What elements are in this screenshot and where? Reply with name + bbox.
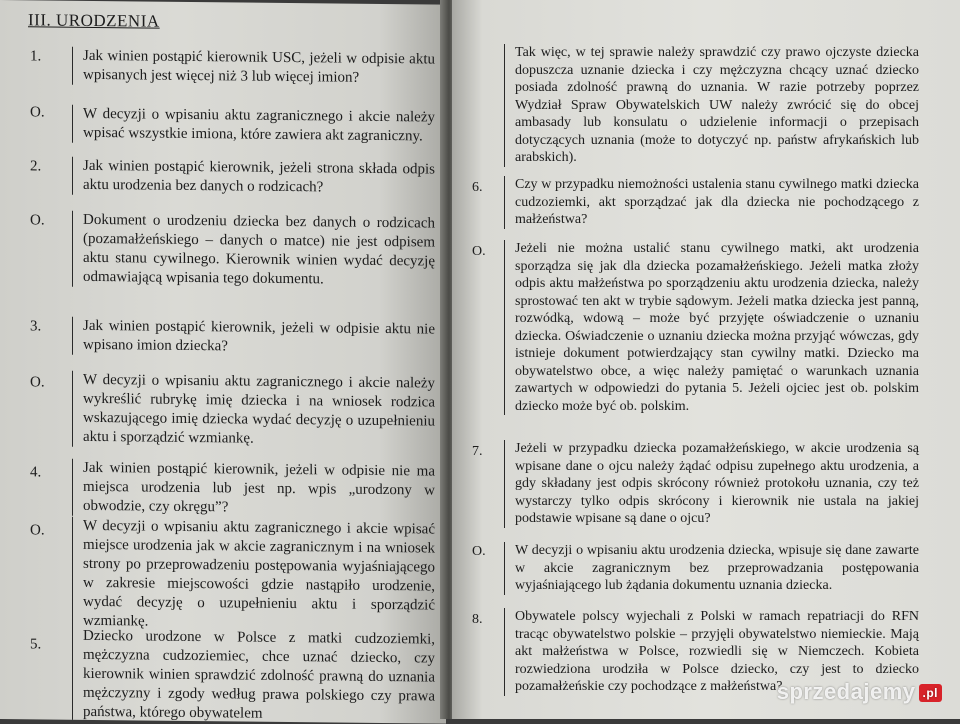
item-text: Dziecko urodzone w Polsce z matki cudzoziemki, mężczyzna cudzoziemiec, chce uznać dziecko, czy kierownik winien sprawdzić zdolność prawną do uznania mężczyzny i zgody według prawa polskiego czy prawa państwa, którego obywatelem [72, 627, 435, 724]
item-text: W decyzji o wpisaniu aktu zagranicznego i akcie wpisać miejsce urodzenia jak w akcie zagranicznym i na wniosek strony po przeprowadzeniu postępowania wyjaśniającego w zakresie miejscowości gdzie nastąpiło urodzenie, wydać decyzję o uzupełnieniu aktu i sporządzić wzmiankę. [72, 517, 435, 635]
item-label: 7. [472, 444, 483, 459]
item-label: O. [30, 104, 45, 121]
item-label: 5. [30, 636, 42, 653]
item-label: 8. [472, 612, 483, 627]
item-label: 1. [30, 48, 42, 65]
item-text: Tak więc, w tej sprawie należy sprawdzić czy prawo ojczyste dziecka dopuszcza uznanie dziecka i czy mężczyzna chcący uznać dziecko posiada zdolność prawną do uznania. W razie potrzeby poprzez Wydział Spraw Obywatelskich UW należy zwrócić się do obcej ambasady lub konsulatu o udzielenie informacji o przepisach dotyczących uznania (może to dotyczyć np. państw afrykańskich lub arabskich). [504, 44, 919, 167]
item-label: 2. [30, 158, 42, 175]
item-label: O. [30, 522, 45, 539]
item-label: O. [30, 212, 45, 229]
section-title: III. URODZENIA [28, 10, 160, 31]
item-text: Dokument o urodzeniu dziecka bez danych o rodzicach (pozamałżeńskiego – danych o matce) nie jest odpisem aktu stanu cywilnego. Kierownik winien wydać decyzję odmawiającą wpisania tego dokumentu. [72, 211, 435, 291]
item-label: O. [472, 544, 486, 559]
item-text: W decyzji o wpisaniu aktu zagranicznego i akcie należy wykreślić rubrykę imię dziecka i na wniosek rodzica wskazującego imię dziecka wydać decyzję o uzupełnieniu aktu i sporządzić wzmiankę. [72, 371, 435, 451]
item-text: W decyzji o wpisaniu aktu urodzenia dziecka, wpisuje się dane zawarte w akcie zagranicznym bez przeprowadzania postępowania wyjaśniającego lub żądania dokumentu uznania dziecka. [504, 542, 919, 595]
item-text: Jak winien postąpić kierownik USC, jeżeli w odpisie aktu wpisanych jest więcej niż 3 lub więcej imion? [72, 47, 435, 89]
item-label: 4. [30, 464, 42, 481]
item-text: Jak winien postąpić kierownik, jeżeli w odpisie aktu nie wpisano imion dziecka? [72, 317, 435, 359]
item-text: Obywatele polscy wyjechali z Polski w ramach repatriacji do RFN tracąc obywatelstwo polskie – przyjęli obywatelstwo niemieckie. Mają akt małżeństwa w Polsce, rozwiedli się w Niemczech. Kobieta rozwiedziona urodziła w Polsce dziecko, czy jest to dziecko pozamałżeńskie czy pochodzące z małżeństwa? [504, 608, 919, 696]
item-label: 3. [30, 318, 42, 335]
right-page [452, 0, 960, 719]
item-label: O. [30, 374, 45, 391]
watermark-tld: .pl [919, 684, 943, 702]
item-text: Jak winien postąpić kierownik, jeżeli w odpisie nie ma miejsca urodzenia lub jest np. wpis „urodzony w obwodzie, czy okręgu”? [72, 459, 435, 520]
left-page [0, 0, 446, 724]
item-label: 6. [472, 180, 483, 195]
item-text: W decyzji o wpisaniu aktu zagranicznego i akcie należy wpisać wszystkie imiona, które zawiera akt zagraniczny. [72, 105, 435, 147]
item-text: Czy w przypadku niemożności ustalenia stanu cywilnego matki dziecka cudzoziemki, akt sporządzać jak dla dziecka nie pochodzącego z małżeństwa? [504, 176, 919, 229]
item-text: Jak winien postąpić kierownik, jeżeli strona składa odpis aktu urodzenia bez danych o rodzicach? [72, 157, 435, 199]
item-text: Jeżeli nie można ustalić stanu cywilnego matki, akt urodzenia sporządza się jak dla dziecka pozamałżeńskiego. Jeżeli matka złoży odpis aktu małżeństwa po sporządzeniu aktu urodzenia dziecka, należy sprostować ten akt w trybie sądowym. Jeżeli matka dziecka jest panną, rozwódką, wdową – może być przyjęte oświadczenie o uznaniu dziecka. Oświadczenie o uznaniu dziecka można przyjąć wówczas, gdy istnieje dokument potwierdzający stan cywilny matki. Dziecko ma obywatelstwo obce, a więc należy pamiętać o warunkach uznania zawartych w odpowiedzi do pytania 5. Jeżeli ojciec jest ob. polskim dziecko może być ob. polskim. [504, 240, 919, 415]
watermark-logo [777, 679, 942, 705]
watermark-brand: sprzedajemy [776, 679, 916, 704]
item-label: O. [472, 244, 486, 259]
item-text: Jeżeli w przypadku dziecka pozamałżeńskiego, w akcie urodzenia są wpisane dane o ojcu należy żądać odpisu zupełnego aktu urodzenia, a gdy składany jest odpis skrócony również protokołu uznania, czy też wystarczy tylko odpis skrócony i kierownik nie ustala na jakiej podstawie wpisane są dane o ojcu? [504, 440, 919, 528]
